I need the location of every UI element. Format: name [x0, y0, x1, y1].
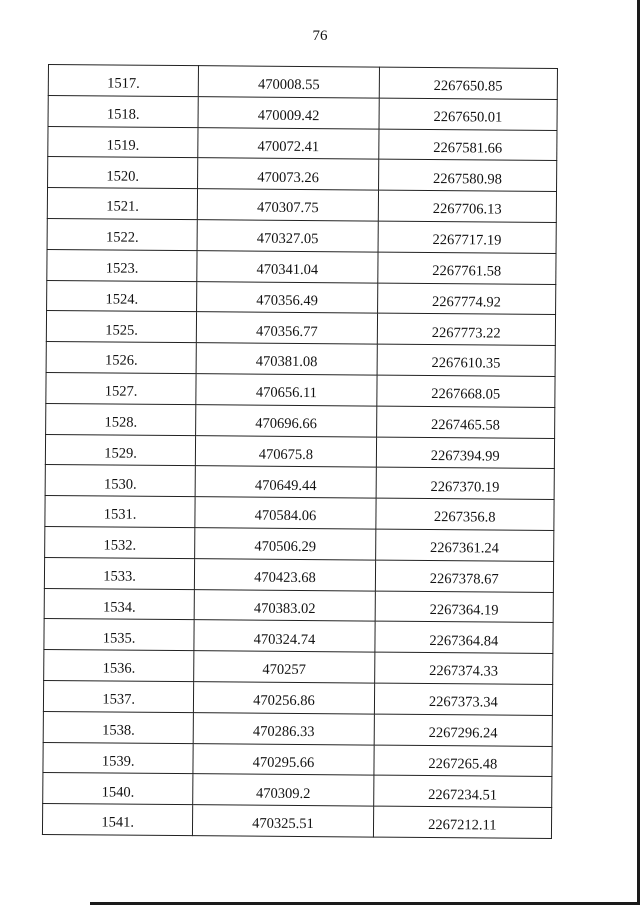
point-number-cell-text: 1525.	[105, 322, 138, 339]
x-coordinate-cell	[195, 558, 376, 590]
point-number-cell	[43, 680, 194, 712]
y-coordinate-cell	[374, 652, 553, 684]
point-number-cell-text: 1537.	[102, 691, 136, 708]
x-coordinate-cell	[196, 374, 377, 406]
x-coordinate-cell	[194, 682, 375, 714]
y-coordinate-cell	[375, 529, 554, 561]
y-coordinate-cell-text: 2267374.33	[429, 663, 499, 680]
x-coordinate-cell	[198, 189, 379, 221]
y-coordinate-cell	[378, 129, 557, 161]
point-number-cell	[43, 711, 194, 743]
table-row	[46, 372, 555, 407]
x-coordinate-cell	[196, 435, 377, 467]
x-coordinate-cell	[193, 805, 374, 837]
x-coordinate-cell-text: 470356.77	[256, 323, 318, 340]
point-number-cell	[43, 742, 194, 774]
point-number-cell-text: 1520.	[106, 168, 140, 185]
y-coordinate-cell-text: 2267650.01	[433, 109, 503, 126]
x-coordinate-cell	[195, 528, 376, 560]
point-number-cell-text: 1527.	[104, 383, 138, 400]
point-number-cell	[47, 280, 198, 312]
y-coordinate-cell	[378, 190, 557, 222]
point-number-cell-text: 1524.	[105, 291, 139, 308]
table-row	[42, 804, 551, 839]
x-coordinate-cell-text: 470675.8	[258, 446, 314, 463]
table-row	[44, 650, 553, 685]
table-row	[48, 95, 557, 130]
y-coordinate-cell-text: 2267373.34	[428, 694, 498, 711]
x-coordinate-cell-text: 470009.42	[257, 107, 320, 125]
x-coordinate-cell	[193, 774, 374, 806]
x-coordinate-cell-text: 470381.08	[255, 354, 318, 371]
x-coordinate-cell-text: 470295.66	[252, 754, 315, 771]
y-coordinate-cell-text: 2267668.05	[431, 386, 501, 403]
table-row	[44, 619, 553, 654]
x-coordinate-cell-text: 470257	[262, 662, 307, 679]
point-number-cell	[46, 403, 197, 435]
x-coordinate-cell-text: 470324.74	[253, 631, 316, 648]
point-number-cell	[46, 372, 197, 404]
point-number-cell	[42, 804, 193, 836]
y-coordinate-cell-text: 2267773.22	[431, 324, 501, 342]
x-coordinate-cell-text: 470256.86	[253, 692, 315, 710]
y-coordinate-cell	[376, 375, 555, 407]
point-number-cell-text: 1540.	[101, 784, 135, 801]
x-coordinate-cell	[194, 589, 375, 621]
x-coordinate-cell-text: 470356.49	[256, 292, 318, 310]
y-coordinate-cell	[379, 98, 558, 130]
table-row	[45, 526, 554, 561]
table-row	[48, 157, 557, 192]
point-number-cell-text: 1533.	[103, 568, 137, 585]
x-coordinate-cell-text: 470696.66	[255, 415, 318, 433]
y-coordinate-cell	[377, 283, 556, 315]
y-coordinate-cell	[373, 806, 552, 838]
y-coordinate-cell-text: 2267378.67	[429, 571, 499, 588]
point-number-cell	[48, 126, 199, 158]
point-number-cell-text: 1518.	[106, 106, 140, 123]
point-number-cell-text: 1536.	[102, 660, 136, 678]
x-coordinate-cell	[197, 220, 378, 252]
y-coordinate-cell	[379, 67, 558, 99]
x-coordinate-cell-text: 470656.11	[255, 384, 317, 402]
table-row	[47, 188, 556, 223]
page-number: 76	[312, 28, 328, 44]
point-number-cell-text: 1528.	[104, 414, 138, 431]
point-number-cell-text: 1530.	[103, 476, 137, 493]
point-number-cell-text: 1521.	[106, 198, 139, 216]
point-number-cell-text: 1519.	[106, 137, 140, 154]
point-number-cell-text: 1531.	[103, 506, 137, 524]
y-coordinate-cell-text: 2267650.85	[433, 78, 503, 95]
y-coordinate-cell-text: 2267234.51	[428, 786, 498, 804]
y-coordinate-cell-text: 2267610.35	[431, 355, 501, 373]
table-row	[45, 434, 554, 469]
coordinate-table	[42, 64, 558, 839]
table-row	[43, 711, 552, 746]
x-coordinate-cell-text: 470649.44	[254, 477, 317, 494]
point-number-cell-text: 1538.	[102, 722, 135, 739]
point-number-cell	[47, 218, 198, 250]
table-row	[44, 588, 553, 623]
x-coordinate-cell	[194, 620, 375, 652]
table-row	[46, 403, 555, 438]
x-coordinate-cell-text: 470008.55	[257, 76, 320, 94]
y-coordinate-cell	[376, 467, 555, 499]
x-coordinate-cell	[198, 158, 379, 190]
point-number-cell-text: 1539.	[101, 753, 135, 770]
y-coordinate-cell-text: 2267364.19	[429, 601, 499, 619]
table-row	[48, 65, 557, 100]
y-coordinate-cell	[375, 560, 554, 592]
y-coordinate-cell-text: 2267370.19	[430, 478, 500, 496]
point-number-cell-text: 1523.	[105, 260, 139, 277]
y-coordinate-cell	[374, 745, 553, 777]
x-coordinate-cell-text: 470383.02	[253, 600, 316, 617]
x-coordinate-cell-text: 470307.75	[256, 200, 319, 217]
x-coordinate-cell-text: 470327.05	[256, 230, 319, 248]
y-coordinate-cell	[374, 714, 553, 746]
x-coordinate-cell-text: 470325.51	[252, 816, 314, 833]
point-number-cell	[48, 65, 199, 97]
y-coordinate-cell-text: 2267265.48	[428, 755, 498, 773]
x-coordinate-cell	[199, 66, 380, 98]
y-coordinate-cell	[375, 621, 554, 653]
point-number-cell	[46, 311, 197, 343]
x-coordinate-cell	[197, 250, 378, 282]
x-coordinate-cell	[195, 466, 376, 498]
y-coordinate-cell-text: 2267774.92	[431, 293, 501, 311]
x-coordinate-cell	[196, 404, 377, 436]
x-coordinate-cell-text: 470073.26	[257, 169, 319, 186]
x-coordinate-cell	[193, 743, 374, 775]
point-number-cell-text: 1541.	[101, 814, 135, 832]
x-coordinate-cell	[198, 127, 379, 159]
table-row	[46, 311, 555, 346]
y-coordinate-cell	[376, 406, 555, 438]
point-number-cell-text: 1526.	[104, 352, 138, 370]
y-coordinate-cell	[375, 591, 554, 623]
y-coordinate-cell	[378, 159, 557, 191]
point-number-cell-text: 1532.	[103, 537, 137, 554]
table-row	[47, 249, 556, 284]
y-coordinate-cell-text: 2267706.13	[432, 201, 502, 219]
x-coordinate-cell	[193, 712, 374, 744]
x-coordinate-cell-text: 470584.06	[254, 508, 317, 525]
point-number-cell	[43, 773, 194, 805]
y-coordinate-cell-text: 2267394.99	[430, 447, 500, 465]
y-coordinate-cell	[377, 313, 556, 345]
table-row	[48, 126, 557, 161]
point-number-cell	[47, 188, 198, 220]
x-coordinate-cell-text: 470423.68	[254, 569, 316, 587]
x-coordinate-cell	[196, 343, 377, 375]
y-coordinate-cell-text: 2267361.24	[430, 540, 500, 557]
y-coordinate-cell	[378, 221, 557, 253]
x-coordinate-cell	[198, 96, 379, 128]
x-coordinate-cell-text: 470072.41	[257, 138, 320, 156]
coordinate-table-body	[42, 65, 557, 839]
table-row	[47, 280, 556, 315]
y-coordinate-cell-text: 2267212.11	[428, 817, 497, 834]
y-coordinate-cell	[377, 252, 556, 284]
table-row	[44, 557, 553, 592]
table-row	[47, 218, 556, 253]
y-coordinate-cell-text: 2267356.8	[433, 509, 496, 526]
x-coordinate-cell-text: 470286.33	[252, 723, 315, 741]
y-coordinate-cell-text: 2267581.66	[433, 139, 503, 157]
x-coordinate-cell-text: 470506.29	[254, 538, 317, 556]
table-row	[45, 496, 554, 531]
y-coordinate-cell-text: 2267580.98	[432, 170, 502, 188]
point-number-cell-text: 1529.	[104, 445, 137, 462]
x-coordinate-cell	[195, 497, 376, 529]
y-coordinate-cell	[374, 683, 553, 715]
point-number-cell	[45, 465, 196, 497]
table-row	[45, 465, 554, 500]
point-number-cell	[45, 496, 196, 528]
point-number-cell	[48, 95, 199, 127]
y-coordinate-cell-text: 2267717.19	[432, 232, 502, 249]
y-coordinate-cell-text: 2267364.84	[429, 632, 499, 650]
x-coordinate-cell	[197, 312, 378, 344]
x-coordinate-cell-text: 470309.2	[255, 785, 311, 802]
point-number-cell	[44, 557, 195, 589]
table-row	[43, 742, 552, 777]
point-number-cell	[46, 342, 197, 374]
table-row	[46, 342, 555, 377]
y-coordinate-cell	[377, 344, 556, 376]
point-number-cell	[44, 619, 195, 651]
point-number-cell	[47, 249, 198, 281]
x-coordinate-cell-text: 470341.04	[256, 261, 319, 279]
table-row	[43, 773, 552, 808]
x-coordinate-cell	[197, 281, 378, 313]
y-coordinate-cell	[373, 775, 552, 807]
point-number-cell-text: 1522.	[105, 229, 139, 246]
point-number-cell	[44, 588, 195, 620]
point-number-cell-text: 1517.	[107, 75, 140, 93]
point-number-cell	[44, 650, 195, 682]
y-coordinate-cell-text: 2267761.58	[432, 263, 502, 280]
y-coordinate-cell-text: 2267465.58	[430, 417, 500, 434]
point-number-cell	[45, 434, 196, 466]
point-number-cell-text: 1535.	[102, 630, 136, 647]
y-coordinate-cell	[375, 498, 554, 530]
x-coordinate-cell	[194, 651, 375, 683]
point-number-cell	[48, 157, 199, 189]
table-row	[43, 680, 552, 715]
point-number-cell	[45, 526, 196, 558]
point-number-cell-text: 1534.	[103, 599, 136, 616]
y-coordinate-cell	[376, 437, 555, 469]
y-coordinate-cell-text: 2267296.24	[428, 725, 498, 742]
